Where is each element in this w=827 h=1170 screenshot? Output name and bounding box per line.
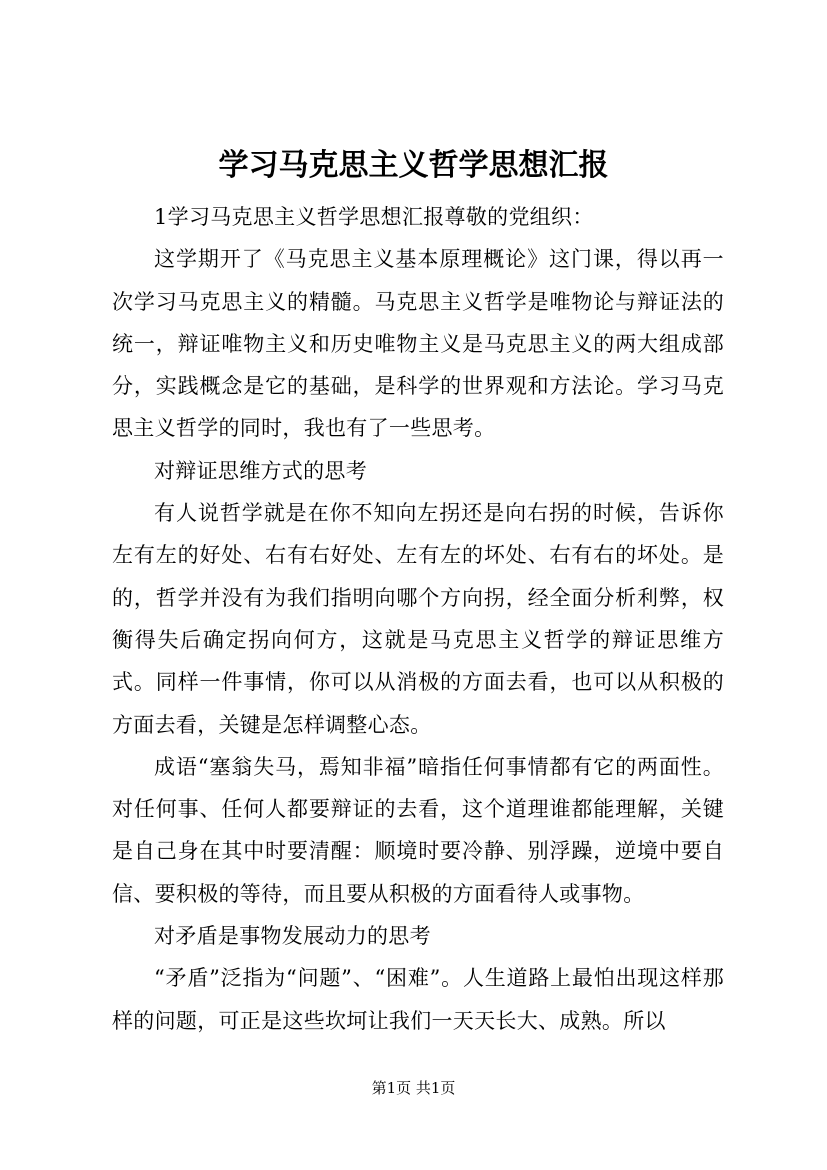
paragraph-idiom: 成语“塞翁失马，焉知非福”暗指任何事情都有它的两面性。对任何事、任何人都要辩证的去看，这个道理谁都能理解，关键是自己身在其中时要清醒：顺境时要冷静、别浮躁，逆境中要自信、要积极的等待，而且要从积极的方面看待人或事物。 bbox=[112, 754, 724, 906]
paragraph-salutation: 1学习马克思主义哲学思想汇报尊敬的党组织： bbox=[154, 205, 594, 229]
section-heading-dialectical-thinking: 对辩证思维方式的思考 bbox=[154, 458, 367, 483]
paragraph-contradiction: “矛盾”泛指为“问题”、“困难”。人生道路上最怕出现这样那样的问题，可正是这些坎坷让我们一天天长大、成熟。所以 bbox=[112, 966, 724, 1033]
paragraph-intro: 这学期开了《马克思主义基本原理概论》这门课，得以再一次学习马克思主义的精髓。马克思主义哲学是唯物论与辩证法的统一，辩证唯物主义和历史唯物主义是马克思主义的两大组成部分，实践概念是它的基础，是科学的世界观和方法论。学习马克思主义哲学的同时，我也有了一些思考。 bbox=[112, 247, 724, 441]
page-footer: 第1页 共1页 bbox=[371, 1079, 456, 1097]
paragraph-dialectical-thinking: 有人说哲学就是在你不知向左拐还是向右拐的时候，告诉你左有左的好处、右有右好处、左有左的坏处、右有右的坏处。是的，哲学并没有为我们指明向哪个方向拐，经全面分析利弊，权衡得失后确定拐向何方，这就是马克思主义哲学的辩证思维方式。同样一件事情，你可以从消极的方面去看，也可以从积极的方面去看，关键是怎样调整心态。 bbox=[112, 501, 724, 737]
document-body bbox=[112, 196, 724, 1042]
document-title: 学习马克思主义哲学思想汇报 bbox=[218, 148, 609, 183]
section-heading-contradiction: 对矛盾是事物发展动力的思考 bbox=[154, 924, 431, 949]
